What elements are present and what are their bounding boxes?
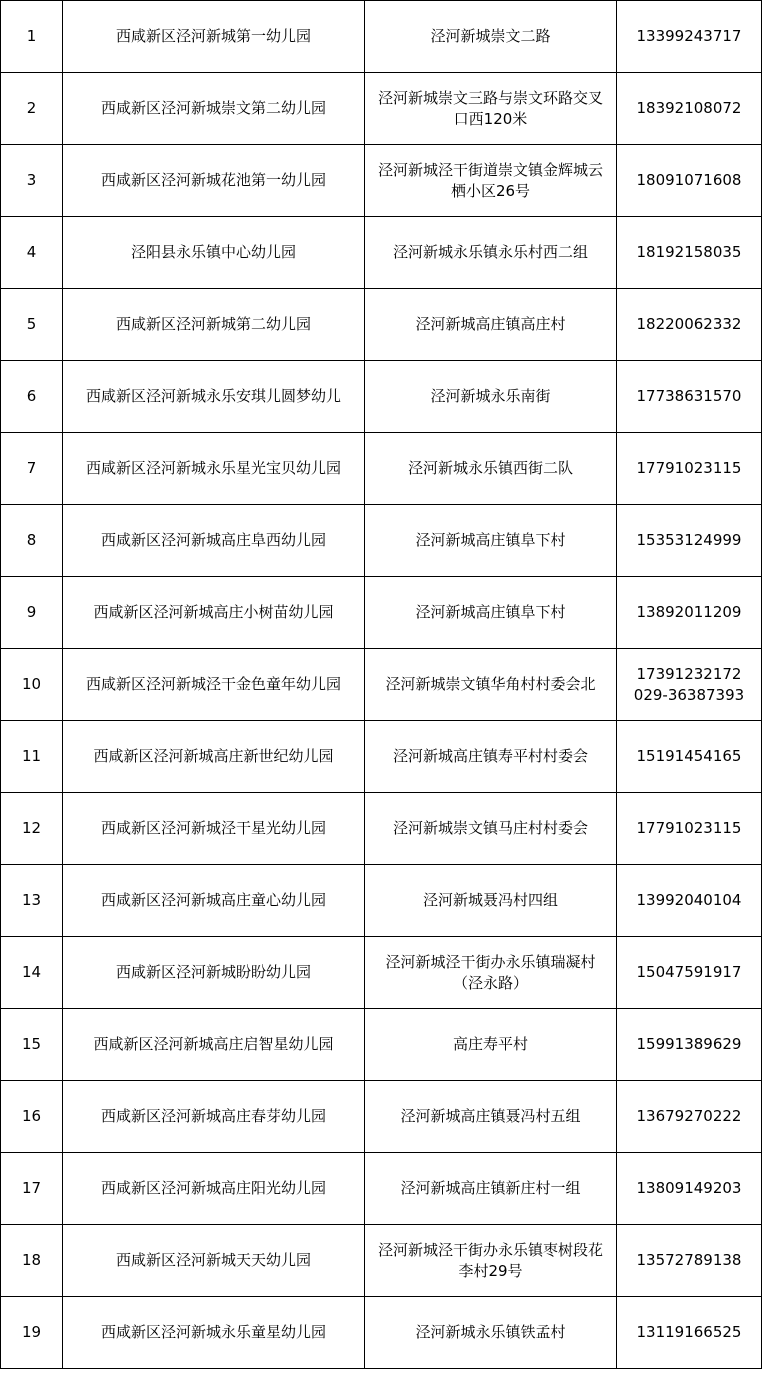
phone-line: 15353124999: [636, 531, 742, 549]
phone-cell: [617, 1297, 762, 1369]
address-line: 泾河新城高庄镇高庄村: [415, 315, 566, 333]
phone-cell: [617, 217, 762, 289]
address-cell: [365, 1, 617, 73]
address-line: 泾河新城永乐镇西街二队: [407, 459, 573, 477]
row-number-cell: 18: [1, 1225, 63, 1297]
phone-line: 13119166525: [636, 1323, 742, 1341]
table-body: [1, 1, 762, 1369]
table-row: [1, 1, 762, 73]
address-cell: [365, 577, 617, 649]
phone-cell: [617, 577, 762, 649]
kindergarten-name-cell: 西咸新区泾河新城崇文第二幼儿园: [63, 73, 365, 145]
table-row: [1, 1297, 762, 1369]
phone-line: 13809149203: [636, 1179, 742, 1197]
row-number-cell: 14: [1, 937, 63, 1009]
phone-line: 15191454165: [636, 747, 742, 765]
address-line: 栖小区26号: [450, 181, 531, 200]
kindergarten-name-cell: 西咸新区泾河新城永乐星光宝贝幼儿园: [63, 433, 365, 505]
address-line: 泾河新城崇文二路: [430, 27, 551, 45]
table-row: [1, 505, 762, 577]
phone-line: 15047591917: [636, 963, 742, 981]
phone-cell: [617, 937, 762, 1009]
phone-line: 17791023115: [636, 459, 742, 477]
address-line: 泾河新城泾干街道崇文镇金辉城云: [377, 160, 603, 179]
address-cell: [365, 1153, 617, 1225]
kindergarten-name-cell: 西咸新区泾河新城永乐童星幼儿园: [63, 1297, 365, 1369]
phone-line: 17791023115: [636, 819, 742, 837]
address-line: 泾河新城高庄镇阜下村: [415, 531, 566, 549]
kindergarten-name-cell: 西咸新区泾河新城高庄阳光幼儿园: [63, 1153, 365, 1225]
kindergarten-name-cell: 西咸新区泾河新城高庄新世纪幼儿园: [63, 721, 365, 793]
phone-cell: [617, 1225, 762, 1297]
address-line: 李村29号: [458, 1261, 523, 1280]
phone-cell: [617, 505, 762, 577]
row-number-cell: 1: [1, 1, 63, 73]
row-number-cell: 11: [1, 721, 63, 793]
table-row: [1, 649, 762, 721]
phone-line: 13399243717: [636, 27, 742, 45]
row-number-cell: 16: [1, 1081, 63, 1153]
phone-line: 18220062332: [636, 315, 742, 333]
table-row: [1, 361, 762, 433]
table-row: [1, 433, 762, 505]
phone-line: 18392108072: [636, 99, 742, 117]
address-cell: [365, 1297, 617, 1369]
table-row: [1, 1153, 762, 1225]
phone-line: 18091071608: [636, 171, 742, 189]
kindergarten-name-cell: 西咸新区泾河新城高庄阜西幼儿园: [63, 505, 365, 577]
address-cell: [365, 649, 617, 721]
table-row: [1, 865, 762, 937]
address-line: （泾永路）: [452, 973, 528, 992]
table-row: [1, 1009, 762, 1081]
phone-line: 13572789138: [636, 1251, 742, 1269]
row-number-cell: 19: [1, 1297, 63, 1369]
phone-cell: [617, 1009, 762, 1081]
phone-cell: [617, 1153, 762, 1225]
kindergarten-name-cell: 西咸新区泾河新城永乐安琪儿圆梦幼儿: [63, 361, 365, 433]
phone-line: 15991389629: [636, 1035, 742, 1053]
address-cell: [365, 361, 617, 433]
kindergarten-name-cell: 西咸新区泾河新城高庄春芽幼儿园: [63, 1081, 365, 1153]
address-cell: [365, 1009, 617, 1081]
address-line: 口西120米: [453, 109, 528, 128]
kindergarten-name-cell: 西咸新区泾河新城泾干星光幼儿园: [63, 793, 365, 865]
address-cell: [365, 721, 617, 793]
table-row: [1, 793, 762, 865]
kindergarten-name-cell: 西咸新区泾河新城高庄启智星幼儿园: [63, 1009, 365, 1081]
row-number-cell: 2: [1, 73, 63, 145]
table-row: [1, 577, 762, 649]
address-line: 泾河新城高庄镇聂冯村五组: [400, 1107, 581, 1125]
row-number-cell: 3: [1, 145, 63, 217]
address-cell: [365, 433, 617, 505]
row-number-cell: 5: [1, 289, 63, 361]
address-line: 高庄寿平村: [452, 1035, 528, 1053]
phone-line: 13992040104: [636, 891, 742, 909]
phone-cell: [617, 1, 762, 73]
phone-cell: [617, 145, 762, 217]
table-row: [1, 721, 762, 793]
table-row: [1, 1225, 762, 1297]
phone-cell: [617, 433, 762, 505]
row-number-cell: 9: [1, 577, 63, 649]
table-row: [1, 1081, 762, 1153]
address-line: 泾河新城永乐镇铁孟村: [415, 1323, 566, 1341]
kindergarten-name-cell: 泾阳县永乐镇中心幼儿园: [63, 217, 365, 289]
address-line: 泾河新城泾干街办永乐镇枣树段花: [377, 1240, 603, 1259]
row-number-cell: 8: [1, 505, 63, 577]
address-cell: [365, 865, 617, 937]
row-number-cell: 13: [1, 865, 63, 937]
address-cell: [365, 1225, 617, 1297]
table-row: [1, 145, 762, 217]
phone-cell: [617, 793, 762, 865]
address-line: 泾河新城崇文镇华角村村委会北: [385, 675, 596, 693]
table-row: [1, 73, 762, 145]
address-cell: [365, 217, 617, 289]
row-number-cell: 15: [1, 1009, 63, 1081]
phone-line: 029-36387393: [633, 685, 745, 704]
kindergarten-name-cell: 西咸新区泾河新城泾干金色童年幼儿园: [63, 649, 365, 721]
table-row: [1, 289, 762, 361]
phone-line: 17391232172: [636, 664, 742, 683]
address-cell: [365, 1081, 617, 1153]
address-line: 泾河新城高庄镇新庄村一组: [400, 1179, 581, 1197]
address-cell: [365, 937, 617, 1009]
row-number-cell: 12: [1, 793, 63, 865]
phone-cell: [617, 721, 762, 793]
row-number-cell: 17: [1, 1153, 63, 1225]
row-number-cell: 4: [1, 217, 63, 289]
address-cell: [365, 145, 617, 217]
phone-cell: [617, 865, 762, 937]
row-number-cell: 10: [1, 649, 63, 721]
address-cell: [365, 73, 617, 145]
address-cell: [365, 289, 617, 361]
kindergarten-name-cell: 西咸新区泾河新城高庄小树苗幼儿园: [63, 577, 365, 649]
row-number-cell: 7: [1, 433, 63, 505]
kindergarten-name-cell: 西咸新区泾河新城花池第一幼儿园: [63, 145, 365, 217]
address-line: 泾河新城崇文镇马庄村村委会: [392, 819, 588, 837]
phone-cell: [617, 649, 762, 721]
phone-line: 13892011209: [636, 603, 742, 621]
phone-cell: [617, 1081, 762, 1153]
phone-line: 17738631570: [636, 387, 742, 405]
phone-cell: [617, 73, 762, 145]
address-line: 泾河新城永乐镇永乐村西二组: [392, 243, 588, 261]
address-line: 泾河新城聂冯村四组: [422, 891, 558, 909]
table-row: [1, 217, 762, 289]
address-line: 泾河新城泾干街办永乐镇瑞凝村: [385, 952, 596, 971]
address-cell: [365, 793, 617, 865]
kindergarten-name-cell: 西咸新区泾河新城高庄童心幼儿园: [63, 865, 365, 937]
address-line: 泾河新城高庄镇寿平村村委会: [392, 747, 588, 765]
address-line: 泾河新城永乐南街: [430, 387, 551, 405]
address-line: 泾河新城高庄镇阜下村: [415, 603, 566, 621]
phone-cell: [617, 289, 762, 361]
kindergarten-name-cell: 西咸新区泾河新城第二幼儿园: [63, 289, 365, 361]
table-row: [1, 937, 762, 1009]
kindergarten-name-cell: 西咸新区泾河新城天天幼儿园: [63, 1225, 365, 1297]
address-cell: [365, 505, 617, 577]
kindergarten-name-cell: 西咸新区泾河新城第一幼儿园: [63, 1, 365, 73]
phone-line: 13679270222: [636, 1107, 742, 1125]
phone-line: 18192158035: [636, 243, 742, 261]
row-number-cell: 6: [1, 361, 63, 433]
kindergarten-name-cell: 西咸新区泾河新城盼盼幼儿园: [63, 937, 365, 1009]
phone-cell: [617, 361, 762, 433]
address-line: 泾河新城崇文三路与崇文环路交叉: [377, 88, 603, 107]
